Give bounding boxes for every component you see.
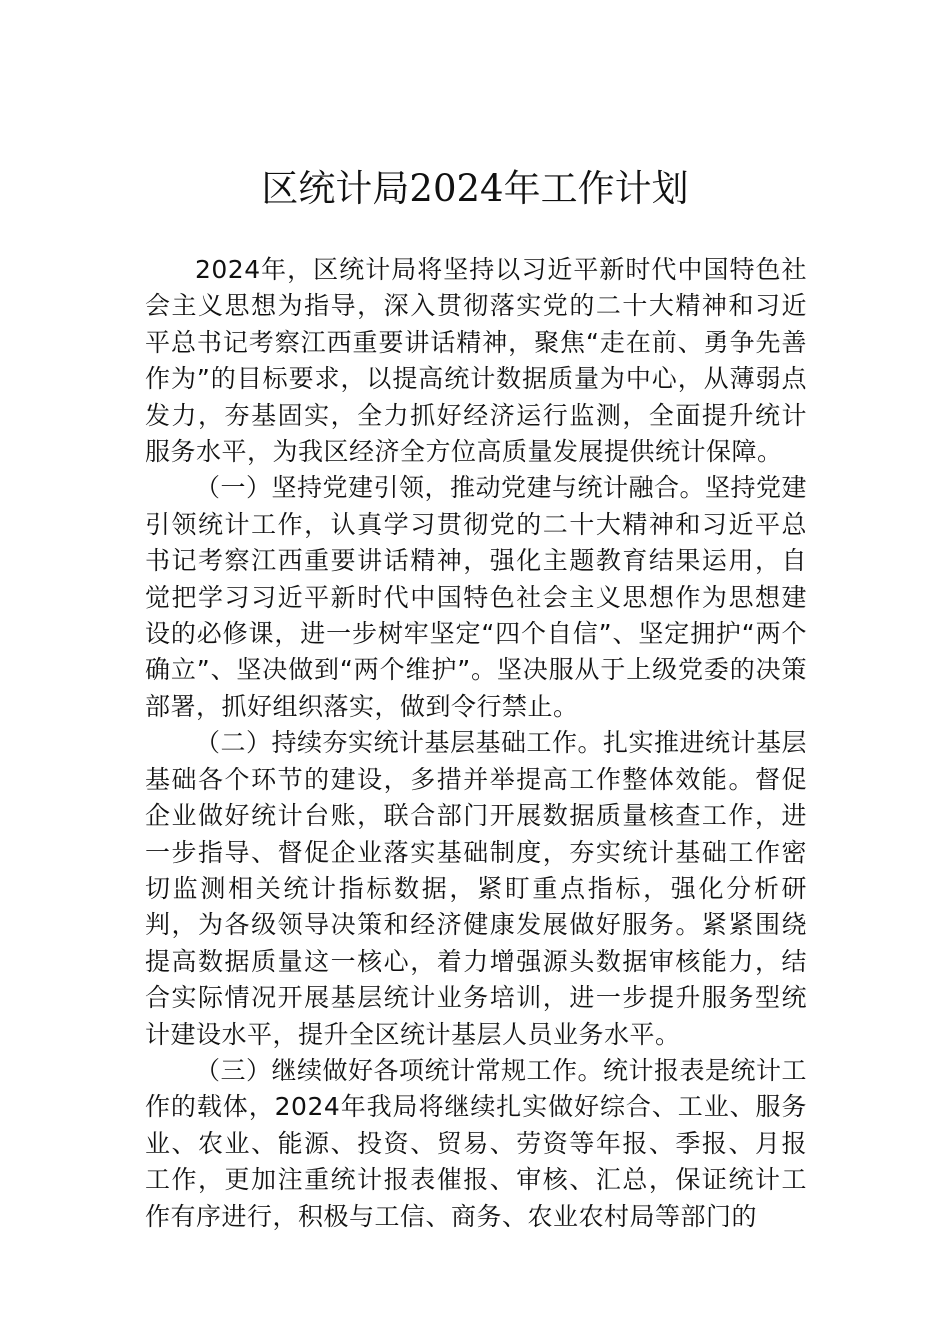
paragraph-section-1: （一）坚持党建引领，推动党建与统计融合。坚持党建引领统计工作，认真学习贯彻党的二十大精神和习近平总书记考察江西重要讲话精神，强化主题教育结果运用，自觉把学习习近平新时代中国特色社会主义思想作为思想建设的必修课，进一步树牢坚定“四个自信”、坚定拥护“两个确立”、坚决做到“两个维护”。坚决服从于上级党委的决策部署，抓好组织落实，做到令行禁止。 [145, 473, 808, 721]
document-body [145, 252, 807, 1235]
document-title: 区统计局2024年工作计划 [261, 167, 689, 210]
paragraph-section-3: （三）继续做好各项统计常规工作。统计报表是统计工作的载体，2024年我局将继续扎实做好综合、工业、服务业、农业、能源、投资、贸易、劳资等年报、季报、月报工作，更加注重统计报表催报、审核、汇总，保证统计工作有序进行，积极与工信、商务、农业农村局等部门的 [145, 1055, 808, 1231]
paragraph-section-2: （二）持续夯实统计基层基础工作。扎实推进统计基层基础各个环节的建设，多措并举提高工作整体效能。督促企业做好统计台账，联合部门开展数据质量核查工作，进一步指导、督促企业落实基础制度，夯实统计基础工作密切监测相关统计指标数据，紧盯重点指标，强化分析研判，为各级领导决策和经济健康发展做好服务。紧紧围绕提高数据质量这一核心，着力增强源头数据审核能力，结合实际情况开展基层统计业务培训，进一步提升服务型统计建设水平，提升全区统计基层人员业务水平。 [145, 728, 808, 1049]
paragraph-intro: 2024年，区统计局将坚持以习近平新时代中国特色社会主义思想为指导，深入贯彻落实党的二十大精神和习近平总书记考察江西重要讲话精神，聚焦“走在前、勇争先善作为”的目标要求，以提高统计数据质量为中心，从薄弱点发力，夯基固实，全力抓好经济运行监测，全面提升统计服务水平，为我区经济全方位高质量发展提供统计保障。 [145, 255, 807, 467]
